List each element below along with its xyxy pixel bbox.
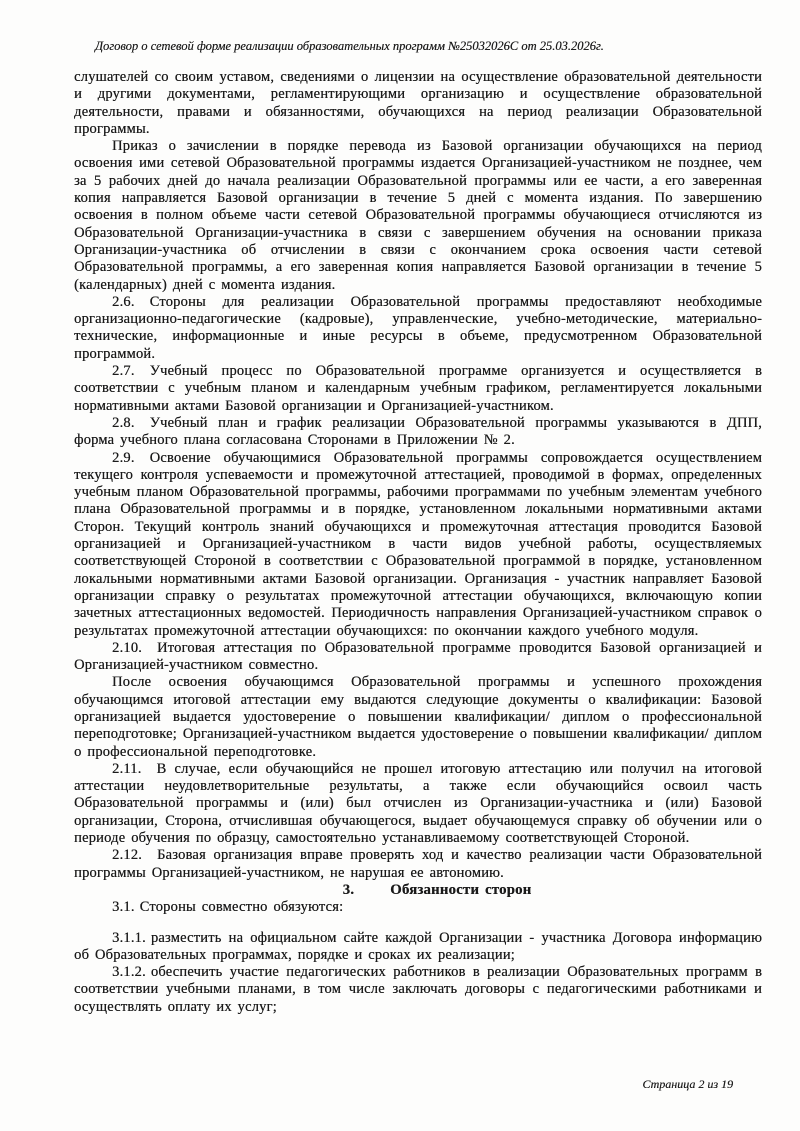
paragraph-clause-2-6: [74, 294, 762, 363]
clause-number: 2.7.: [112, 363, 135, 380]
page-number-label: Страница 2 из 19: [642, 1077, 733, 1091]
section-title: Обязанности сторон: [390, 881, 532, 898]
clause-number: 2.12.: [112, 847, 142, 864]
clause-text: Базовая организация вправе проверять ход и качество реализации части Образовательной программы Организацией-участником, не нарушая ее автономию.: [74, 847, 762, 881]
page-number: [642, 1077, 733, 1092]
paragraph-clause-2-11: [74, 761, 762, 847]
paragraph-clause-2-10: [74, 640, 762, 675]
clause-text: После освоения обучающимся Образовательной программы и успешного прохождения обучающимся итоговой аттестации ему выдаются следующие документы о квалификации: Базовой организацией выдается удостоверение о повышении квалификации/ диплом о профессиональной переподготовке; Организацией-участником выдается удостоверение о повышении квалификации/ диплом о профессиональной переподготовке.: [74, 674, 762, 760]
clause-text: Учебный план и график реализации Образовательной программы указываются в ДПП, форма учебного плана согласована Сторонами в Приложении № 2.: [74, 414, 762, 449]
clause-text: В случае, если обучающийся не прошел итоговую аттестацию или получил на итоговой аттестации неудовлетворительные результаты, а также если обучающийся освоил часть Образовательной программы и (или) был отчислен из Организации-участника и (или) Базовой организации, Сторона, отчислившая обучающегося, выдает обучающемуся справку об обучении или о периоде обучения по образцу, самостоятельно устанавливаемому соответствующей Стороной.: [74, 760, 762, 847]
clause-text: Освоение обучающимися Образовательной программы сопровождается осуществлением текущего контроля успеваемости и промежуточной аттестацией, проводимой в формах, определенных учебным планом Образовательной программы, рабочими программами по учебным элементам учебного плана Образовательной программы и в порядке, установленном локальными нормативными актами Сторон. Текущий контроль знаний обучающихся и промежуточная аттестация проводится Базовой организацией и Организацией-участником в части видов учебной работы, осуществляемых соответствующей Стороной в соответствии с Образовательной программой в порядке, установленном локальными нормативными актами Базовой организации. Организация - участник направляет Базовой организации справку о результатах промежуточной аттестации обучающихся, включающую копии зачетных аттестационных ведомостей. Периодичность направления Организацией-участником справок о результатах промежуточной аттестации обучающихся: по окончании каждого учебного модуля.: [74, 449, 762, 639]
clause-number: 2.10.: [112, 639, 142, 656]
clause-number: 2.6.: [112, 293, 135, 310]
clause-text: Стороны для реализации Образовательной программы предоставляют необходимые организационно-педагогические (кадровые), управленческие, учебно-методические, материально-технические, информационные и иные ресурсы в объеме, предусмотренном Образовательной программой.: [74, 293, 762, 362]
paragraph-continuation: [74, 69, 762, 138]
clause-text: Учебный процесс по Образовательной программе организуется и осуществляется в соответствии с учебным планом и календарным учебным графиком, регламентируется локальными нормативными актами Базовой организации и Организацией-участником.: [74, 363, 762, 414]
clause-number: 3.1.: [112, 899, 135, 916]
paragraph-transfer-order: [74, 138, 762, 294]
document-header-title: Договор о сетевой форме реализации образовательных программ №25032026С от 25.03.2026г.: [95, 39, 604, 53]
clause-text: Стороны совместно обязуются:: [139, 899, 344, 916]
paragraph-clause-2-9: [74, 450, 762, 640]
clause-text: Приказ о зачислении в порядке перевода из Базовой организации обучающихся на период освоения ими сетевой Образовательной программы издается Организацией-участником не позднее, чем за 5 рабочих дней до начала реализации Образовательной программы или ее части, а его заверенная копия направляется Базовой организации в течение 5 дней с момента издания. По завершению освоения в полном объеме части сетевой Образовательной программы обучающиеся отчисляются из Образовательной Организации-участника в связи с завершением обучения на основании приказа Организации-участника об отчислении в связи с окончанием срока освоения части сетевой Образовательной программы, а его заверенная копия направляется Базовой организации в течение 5 (календарных) дней с момента издания.: [74, 138, 762, 293]
clause-number: 2.8.: [112, 414, 135, 431]
paragraph-qualification-documents: [74, 674, 762, 760]
document-body: [74, 69, 762, 1016]
section-number: 3.: [342, 881, 355, 898]
paragraph-clause-2-7: [74, 363, 762, 415]
clause-text: обеспечить участие педагогических работников в реализации Образовательных программ в соответствии учебными планами, в том числе заключать договоры с педагогическими работниками и осуществлять оплату их услуг;: [74, 964, 762, 1015]
paragraph-clause-2-8: [74, 415, 762, 450]
document-header: [95, 39, 740, 54]
clause-number: 3.1.1.: [112, 929, 146, 946]
paragraph-clause-3-1: [74, 899, 762, 916]
clause-text: разместить на официальном сайте каждой Организации - участника Договора информацию об Образовательных программах, порядке и сроках их реализации;: [74, 929, 762, 963]
clause-number: 2.11.: [112, 760, 142, 777]
clause-text: слушателей со своим уставом, сведениями о лицензии на осуществление образовательной деятельности и другими документами, регламентирующими организацию и осуществление образовательной деятельности, правами и обязанностями, обучающихся на период реализации Образовательной программы.: [74, 69, 762, 137]
paragraph-clause-3-1-1: [74, 930, 762, 965]
paragraph-clause-2-12: [74, 847, 762, 882]
paragraph-clause-3-1-2: [74, 964, 762, 1016]
clause-text: Итоговая аттестация по Образовательной программе проводится Базовой организацией и Организацией-участником совместно.: [74, 639, 762, 674]
clause-number: 2.9.: [112, 449, 135, 466]
section-heading-obligations: [74, 882, 762, 899]
clause-number: 3.1.2.: [112, 964, 146, 981]
